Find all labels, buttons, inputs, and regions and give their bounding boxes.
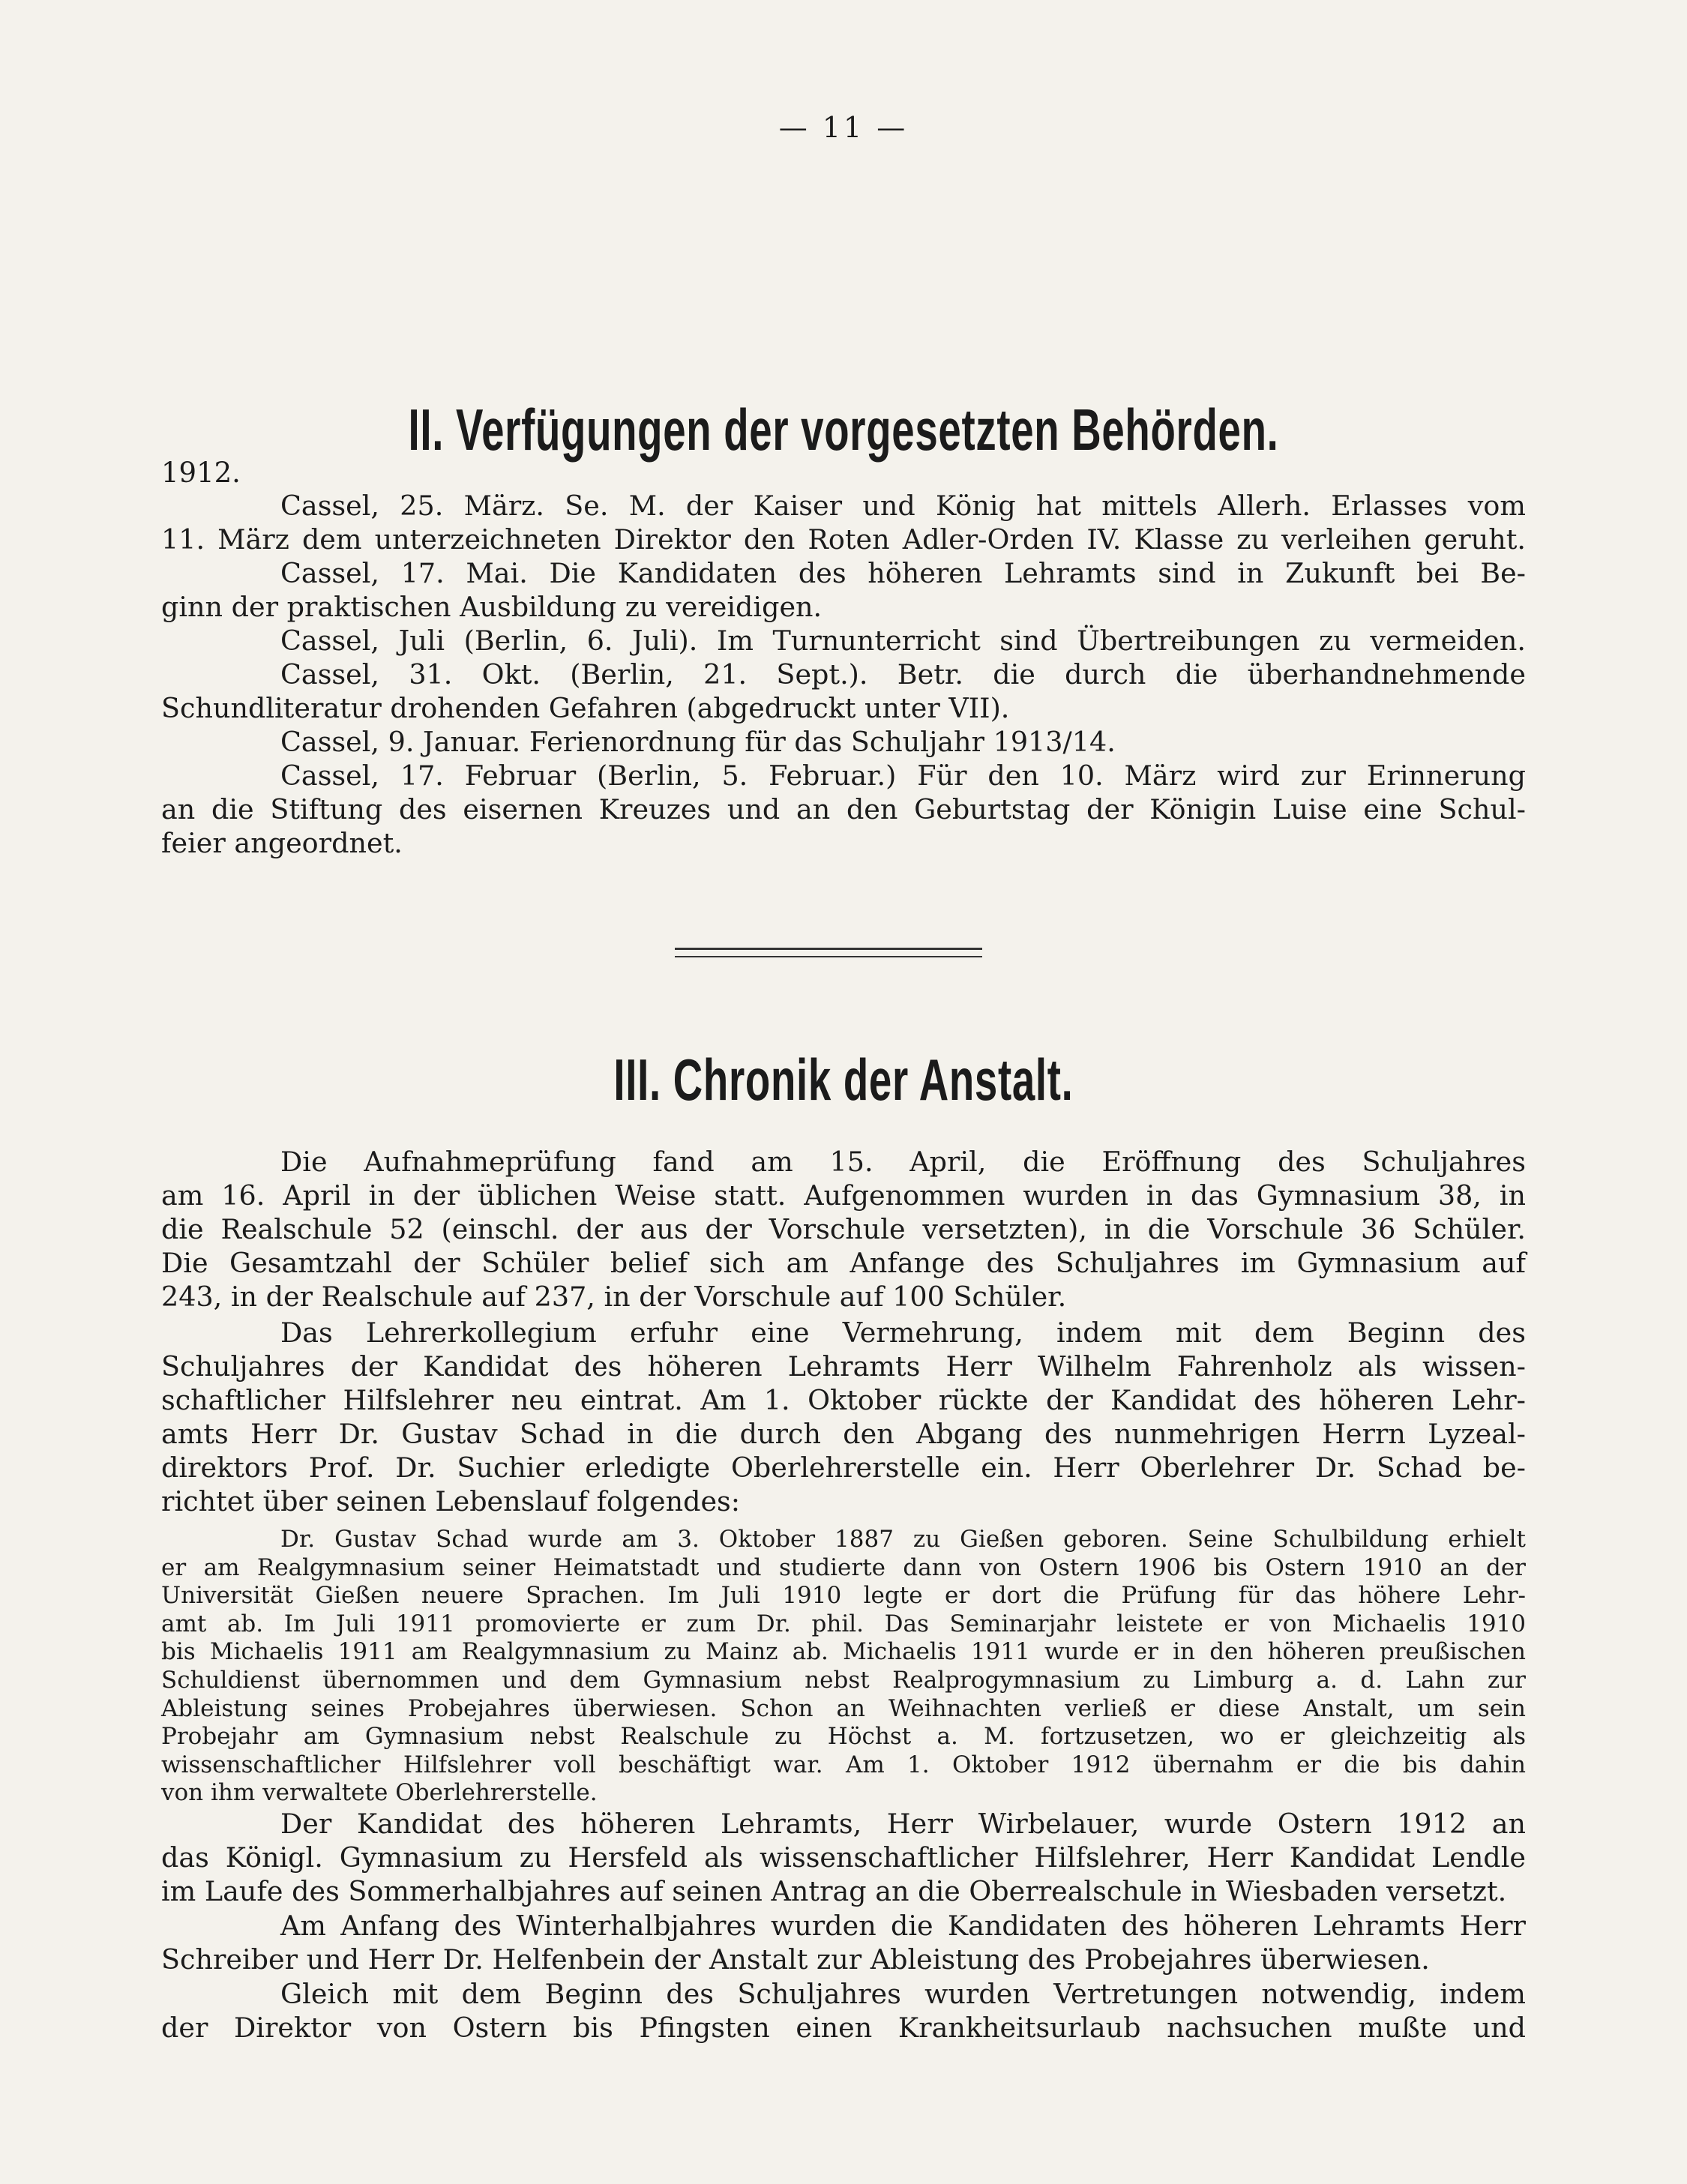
text-line: Der Kandidat des höheren Lehramts, Herr Wirbelauer, wurde Ostern 1912 an: [280, 1808, 1526, 1840]
chronicle-paragraph-4: [161, 1909, 1526, 1976]
section-2-heading: II. Verfügungen der vorgesetzten Behörden.: [408, 397, 1279, 463]
bio-line: Universität Gießen neuere Sprachen. Im Juli 1910 legte er dort die Prüfung für das höhere Lehr-: [161, 1582, 1526, 1610]
text-line: 243, in der Realschule auf 237, in der Vorschule auf 100 Schüler.: [161, 1281, 1067, 1313]
text-line: Das Lehrerkollegium erfuhr eine Vermehrung, indem mit dem Beginn des: [280, 1317, 1526, 1349]
text-line: amts Herr Dr. Gustav Schad in die durch den Abgang des nunmehrigen Herrn Lyzeal-: [161, 1418, 1526, 1450]
bio-line: Probejahr am Gymnasium nebst Realschule zu Höchst a. M. fortzusetzen, wo er gleichzeitig als: [161, 1723, 1526, 1751]
chronicle-paragraph-2: [161, 1316, 1526, 1518]
text-line: Schuljahres der Kandidat des höheren Lehramts Herr Wilhelm Fahrenholz als wissen-: [161, 1350, 1526, 1383]
section-3-heading: III. Chronik der Anstalt.: [613, 1047, 1074, 1113]
entry-line: Schundliteratur drohenden Gefahren (abgedruckt unter VII).: [161, 692, 1010, 724]
text-line: die Realschule 52 (einschl. der aus der Vorschule versetzten), in die Vorschule 36 Schüler.: [161, 1213, 1526, 1245]
year-label: 1912.: [161, 457, 241, 489]
biography-block: [161, 1526, 1526, 1808]
entry-line: feier angeordnet.: [161, 827, 403, 859]
text-line: richtet über seinen Lebenslauf folgendes:: [161, 1485, 741, 1517]
text-line: im Laufe des Sommerhalbjahres auf seinen Antrag an die Oberrealschule in Wiesbaden versetzt.: [161, 1875, 1507, 1907]
bio-line: er am Realgymnasium seiner Heimatstadt und studierte dann von Ostern 1906 bis Ostern 1910 an der: [161, 1553, 1526, 1581]
entry-line: 11. März dem unterzeichneten Direktor den Roten Adler-Orden IV. Klasse zu verleihen geruht.: [161, 523, 1526, 556]
page-number: — 11 —: [778, 111, 909, 144]
entry-line: Cassel, 17. Februar (Berlin, 5. Februar.) Für den 10. März wird zur Erinnerung: [280, 759, 1526, 792]
section-divider: [675, 948, 982, 957]
text-line: Schreiber und Herr Dr. Helfenbein der Anstalt zur Ableistung des Probejahres überwiesen.: [161, 1943, 1430, 1976]
text-line: das Königl. Gymnasium zu Hersfeld als wissenschaftlicher Hilfslehrer, Herr Kandidat Lendle: [161, 1841, 1526, 1874]
text-line: schaftlicher Hilfslehrer neu eintrat. Am 1. Oktober rückte der Kandidat des höheren Lehr-: [161, 1384, 1526, 1416]
entry-line: Cassel, Juli (Berlin, 6. Juli). Im Turnunterricht sind Übertreibungen zu vermeiden.: [280, 625, 1526, 657]
text-line: der Direktor von Ostern bis Pfingsten einen Krankheitsurlaub nachsuchen mußte und: [161, 2012, 1526, 2044]
bio-line: Dr. Gustav Schad wurde am 3. Oktober 1887 zu Gießen geboren. Seine Schulbildung erhielt: [280, 1526, 1526, 1553]
bio-line: Schuldienst übernommen und dem Gymnasium nebst Realprogymnasium zu Limburg a. d. Lahn zur: [161, 1666, 1526, 1694]
text-line: Am Anfang des Winterhalbjahres wurden die Kandidaten des höheren Lehramts Herr: [280, 1910, 1526, 1942]
chronicle-paragraph-3: [161, 1807, 1526, 1908]
bio-line: wissenschaftlicher Hilfslehrer voll beschäftigt war. Am 1. Oktober 1912 übernahm er die bis dahin: [161, 1751, 1526, 1778]
entry-line: Cassel, 17. Mai. Die Kandidaten des höheren Lehramts sind in Zukunft bei Be-: [280, 557, 1526, 589]
bio-line: bis Michaelis 1911 am Realgymnasium zu Mainz ab. Michaelis 1911 wurde er in den höheren preußischen: [161, 1638, 1526, 1666]
text-line: Die Aufnahmeprüfung fand am 15. April, die Eröffnung des Schuljahres: [280, 1146, 1526, 1178]
entry-line: Cassel, 25. März. Se. M. der Kaiser und König hat mittels Allerh. Erlasses vom: [280, 490, 1526, 522]
chronicle-paragraph-1: [161, 1145, 1526, 1314]
text-line: direktors Prof. Dr. Suchier erledigte Oberlehrerstelle ein. Herr Oberlehrer Dr. Schad be-: [161, 1452, 1526, 1484]
entry-line: ginn der praktischen Ausbildung zu vereidigen.: [161, 591, 823, 623]
text-line: Die Gesamtzahl der Schüler belief sich am Anfange des Schuljahres im Gymnasium auf: [161, 1247, 1526, 1279]
section-2-entries: [161, 489, 1526, 860]
bio-line: von ihm verwaltete Oberlehrerstelle.: [161, 1779, 598, 1807]
entry-line: an die Stiftung des eisernen Kreuzes und an den Geburtstag der Königin Luise eine Schul-: [161, 793, 1526, 825]
text-line: am 16. April in der üblichen Weise statt. Aufgenommen wurden in das Gymnasium 38, in: [161, 1179, 1526, 1212]
bio-line: Ableistung seines Probejahres überwiesen. Schon an Weihnachten verließ er diese Anstalt, um sein: [161, 1694, 1526, 1722]
chronicle-paragraph-5: [161, 1977, 1526, 2045]
entry-line: Cassel, 9. Januar. Ferienordnung für das Schuljahr 1913/14.: [280, 726, 1116, 758]
bio-line: amt ab. Im Juli 1911 promovierte er zum Dr. phil. Das Seminarjahr leistete er von Michaelis 1910: [161, 1610, 1526, 1637]
entry-line: Cassel, 31. Okt. (Berlin, 21. Sept.). Betr. die durch die überhandnehmende: [280, 658, 1526, 691]
text-line: Gleich mit dem Beginn des Schuljahres wurden Vertretungen notwendig, indem: [280, 1978, 1526, 2010]
